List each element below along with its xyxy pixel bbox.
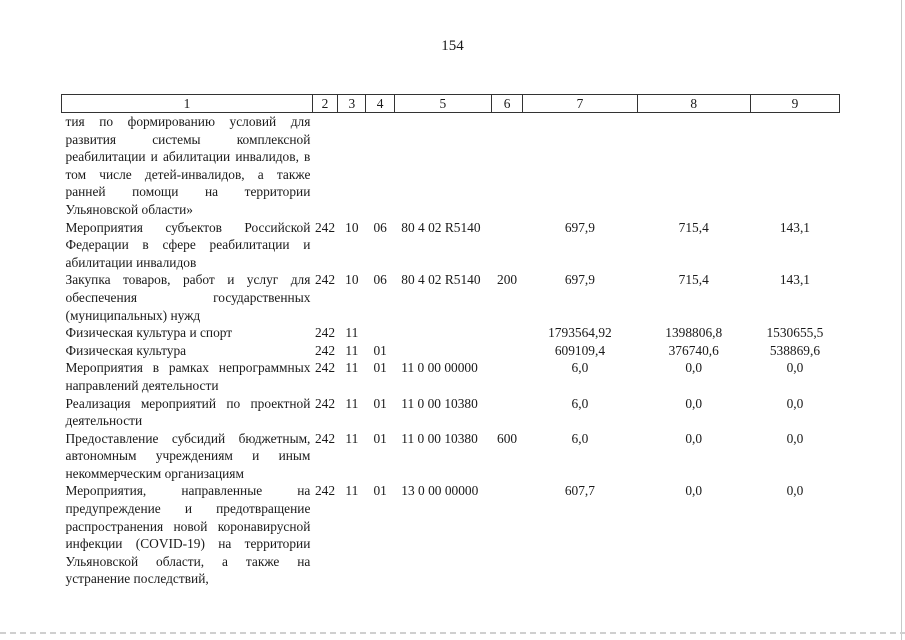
code-admin: 242 [314,219,336,235]
code-subsection [366,113,394,219]
code-subsection: 01 [373,483,387,499]
amount-col-8: 715,4 [678,219,709,235]
code-subsection [366,324,394,342]
budget-table [61,94,840,588]
code-admin [312,113,337,219]
header-col-1: 1 [62,95,313,113]
amount-col-8: 0,0 [685,483,703,499]
code-subsection: 06 [373,272,387,288]
code-expense-type [491,113,522,219]
scan-edge-bottom [0,632,905,634]
amount-col-7: 6,0 [571,395,589,411]
header-col-3: 3 [338,95,366,113]
amount-col-7: 697,9 [564,219,595,235]
code-expense-type [491,324,522,342]
code-target-article [394,324,491,342]
table-row [62,271,840,324]
code-section: 11 [345,395,359,411]
amount-col-8 [637,113,750,219]
code-admin: 242 [314,395,336,411]
table-row [62,113,840,219]
code-expense-type: 600 [497,430,518,446]
amount-col-8: 0,0 [685,430,703,446]
header-col-6: 6 [491,95,522,113]
code-admin: 242 [314,483,336,499]
item-name: Физическая культура [65,342,187,358]
code-section: 10 [345,219,359,235]
code-expense-type [491,342,522,360]
code-target-article: 13 0 00 00000 [401,483,479,499]
amount-col-9 [750,113,839,219]
code-admin: 242 [314,342,336,358]
code-subsection: 01 [373,395,387,411]
item-name: Реализация мероприятий по проектной деятельности [65,395,311,429]
code-section: 11 [345,342,359,358]
code-target-article: 11 0 00 10380 [401,430,478,446]
amount-col-7: 697,9 [564,272,595,288]
code-subsection: 01 [373,342,387,358]
amount-col-9: 143,1 [779,219,810,235]
code-admin: 242 [314,325,336,341]
item-name: Мероприятия в рамках непрограммных направлений деятельности [65,360,311,393]
code-expense-type [491,219,522,272]
amount-col-9: 0,0 [786,395,804,411]
item-name: Предоставление субсидий бюджетным, автономным учреждениям и иным некоммерческим организациям [65,430,311,481]
header-col-5: 5 [394,95,491,113]
page-number: 154 [441,38,464,54]
code-admin: 242 [314,430,336,446]
header-col-9: 9 [750,95,839,113]
amount-col-8: 376740,6 [668,342,719,358]
header-col-2: 2 [312,95,337,113]
amount-col-9: 538869,6 [769,342,821,358]
header-col-4: 4 [366,95,394,113]
code-target-article [394,113,491,219]
table-row [62,482,840,588]
table-row [62,359,840,394]
code-target-article: 80 4 02 R5140 [401,219,481,235]
header-col-8: 8 [637,95,750,113]
item-name: Физическая культура и спорт [65,325,233,341]
amount-col-9: 1530655,5 [766,325,824,341]
code-section: 11 [345,325,359,341]
code-expense-type [491,359,522,394]
code-subsection: 01 [373,360,387,376]
amount-col-9: 143,1 [779,272,810,288]
table-row [62,395,840,430]
amount-col-9: 0,0 [786,360,804,376]
code-target-article [394,342,491,360]
amount-col-8: 0,0 [685,360,703,376]
code-section: 10 [345,272,359,288]
amount-col-9: 0,0 [786,430,804,446]
code-target-article: 11 0 00 00000 [401,360,478,376]
code-admin: 242 [314,272,336,288]
table-row [62,324,840,342]
scan-edge-right [901,0,902,640]
table-row [62,219,840,272]
code-expense-type: 200 [497,272,518,288]
amount-col-7: 6,0 [571,360,589,376]
table-body [62,113,840,589]
item-name: Мероприятия, направленные на предупреждение и предотвращение распространения новой коронавирусной инфекции (COVID-19) на территории Ульяновской области, а также на устранение последствий, [65,483,311,587]
code-section [338,113,366,219]
code-subsection: 01 [373,430,387,446]
code-admin: 242 [314,360,336,376]
table-row [62,430,840,483]
table-row [62,342,840,360]
amount-col-7: 609109,4 [554,342,606,358]
code-expense-type [491,395,522,430]
code-section: 11 [345,360,359,376]
amount-col-8: 1398806,8 [665,325,723,341]
amount-col-8: 0,0 [685,395,703,411]
code-section: 11 [345,430,359,446]
code-target-article: 11 0 00 10380 [401,395,478,411]
item-name: Мероприятия субъектов Российской Федерации в сфере реабилитации и абилитации инвалидов [65,219,311,270]
table-header-row [62,95,840,113]
amount-col-9: 0,0 [786,483,804,499]
budget-table-container [61,94,840,588]
amount-col-7 [523,113,637,219]
amount-col-7: 607,7 [564,483,595,499]
amount-col-8: 715,4 [678,272,709,288]
item-name: Закупка товаров, работ и услуг для обеспечения государственных (муниципальных) нужд [65,272,311,323]
code-section: 11 [345,483,359,499]
amount-col-7: 6,0 [571,430,589,446]
amount-col-7: 1793564,92 [548,325,612,341]
header-col-7: 7 [523,95,637,113]
item-name: тия по формированию условий для развития системы комплексной реабилитации и абилитации инвалидов, в том числе детей-инвалидов, а также ранней помощи на территории Ульяновской области» [65,114,311,217]
code-subsection: 06 [373,219,387,235]
code-target-article: 80 4 02 R5140 [401,272,481,288]
code-expense-type [491,482,522,588]
